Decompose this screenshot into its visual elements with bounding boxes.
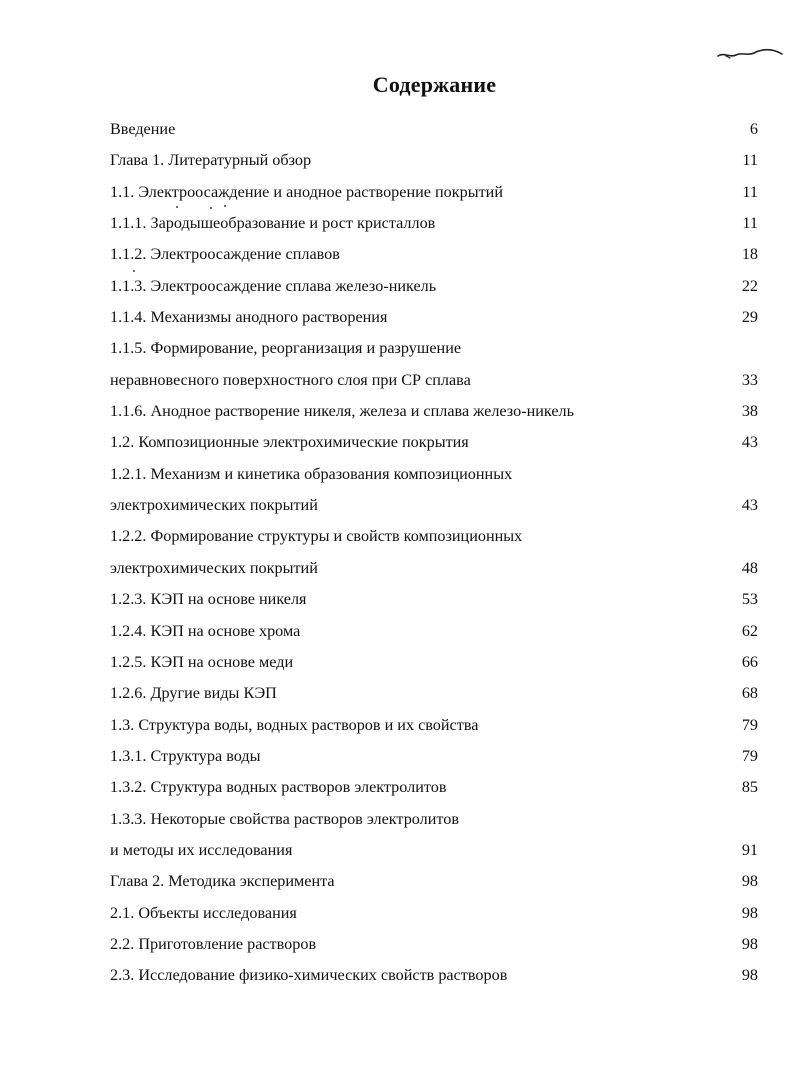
toc-entry-page: 53	[741, 590, 758, 609]
toc-entry[interactable]	[110, 835, 758, 866]
toc-entry-page: 98	[741, 872, 758, 891]
toc-entry[interactable]	[110, 960, 758, 991]
toc-entry[interactable]	[110, 521, 758, 552]
toc-entry[interactable]	[110, 804, 758, 835]
toc-entry-title: 1.3.3. Некоторые свойства растворов электролитов	[110, 809, 460, 828]
toc-entry-title: Глава 2. Методика эксперимента	[110, 872, 335, 891]
toc-entry-page: 11	[742, 151, 758, 170]
page-title: Содержание	[372, 72, 497, 97]
toc-entry-title: 1.2.3. КЭП на основе никеля	[110, 590, 307, 609]
toc-entry[interactable]	[110, 114, 758, 145]
toc-entry-page: 48	[741, 558, 758, 577]
toc-entry-title: Введение	[110, 120, 176, 138]
toc-entry[interactable]	[110, 177, 758, 208]
toc-entry-page: 79	[741, 715, 758, 734]
toc-entry[interactable]	[110, 678, 758, 709]
toc-entry-page: 68	[741, 684, 758, 703]
toc-entry[interactable]	[110, 459, 758, 490]
toc-entry-title: 1.1.3. Электроосаждение сплава железо-никель	[110, 276, 437, 295]
toc-entry-page: 91	[741, 840, 758, 859]
toc-entry-title: 1.1.6. Анодное растворение никеля, железа и сплава железо-никель	[110, 402, 575, 421]
toc-entry-title: 1.1.5. Формирование, реорганизация и разрушение	[110, 339, 462, 358]
table-of-contents	[110, 114, 758, 992]
toc-entry-page: 18	[741, 245, 758, 264]
toc-entry-title: 1.3.2. Структура водных растворов электролитов	[110, 778, 447, 797]
toc-entry[interactable]	[110, 145, 758, 176]
toc-entry[interactable]	[110, 898, 758, 929]
toc-entry-page: 43	[741, 496, 758, 515]
toc-entry[interactable]	[110, 929, 758, 960]
toc-entry-page: 98	[741, 966, 758, 985]
toc-entry[interactable]	[110, 208, 758, 239]
toc-entry-page: 66	[741, 652, 758, 671]
toc-entry[interactable]	[110, 365, 758, 396]
toc-entry-page: 62	[741, 621, 758, 640]
toc-entry[interactable]	[110, 584, 758, 615]
toc-entry-title: 1.2.1. Механизм и кинетика образования композиционных	[110, 464, 513, 483]
toc-entry-title: 1.3. Структура воды, водных растворов и их свойства	[110, 715, 479, 734]
toc-entry-title: 1.2.5. КЭП на основе меди	[110, 652, 294, 671]
toc-entry[interactable]	[110, 396, 758, 427]
toc-entry-title: 2.1. Объекты исследования	[110, 903, 297, 922]
toc-entry[interactable]	[110, 427, 758, 458]
toc-entry-title: 1.1. Электроосаждение и анодное растворение покрытий	[110, 182, 503, 201]
toc-entry-title: 1.2. Композиционные электрохимические покрытия	[110, 433, 469, 452]
toc-entry[interactable]	[110, 553, 758, 584]
toc-entry[interactable]	[110, 239, 758, 270]
toc-entry-title: 1.3.1. Структура воды	[110, 746, 261, 765]
toc-entry-title: электрохимических покрытий	[110, 496, 318, 515]
toc-entry-page: 43	[741, 433, 758, 452]
toc-entry-title: 1.1.1. Зародышеобразование и рост кристаллов	[110, 214, 436, 233]
toc-entry-title: 1.2.4. КЭП на основе хрома	[110, 621, 301, 640]
toc-entry-title: Глава 1. Литературный обзор	[110, 151, 312, 170]
toc-entry[interactable]	[110, 866, 758, 897]
toc-entry-page: 38	[741, 402, 758, 421]
toc-entry[interactable]	[110, 741, 758, 772]
toc-entry-title: 2.3. Исследование физико-химических свойств растворов	[110, 966, 508, 985]
toc-entry[interactable]	[110, 490, 758, 521]
toc-entry-title: неравновесного поверхностного слоя при СР сплава	[110, 370, 471, 389]
toc-entry[interactable]	[110, 772, 758, 803]
toc-entry-title: 1.2.2. Формирование структуры и свойств композиционных	[110, 527, 523, 546]
toc-entry-page: 22	[741, 276, 758, 295]
toc-entry[interactable]	[110, 710, 758, 741]
toc-entry[interactable]	[110, 271, 758, 302]
toc-entry[interactable]	[110, 616, 758, 647]
toc-entry[interactable]	[110, 647, 758, 678]
toc-entry-page: 98	[741, 903, 758, 922]
handwritten-mark-icon	[716, 44, 784, 64]
toc-entry-page: 98	[741, 934, 758, 953]
toc-entry-page: 85	[741, 778, 758, 797]
toc-entry[interactable]	[110, 333, 758, 364]
toc-entry-page: 11	[742, 182, 758, 201]
toc-entry-page: 6	[749, 120, 758, 138]
toc-entry-title: 1.2.6. Другие виды КЭП	[110, 684, 277, 703]
toc-entry-page: 11	[742, 214, 758, 233]
toc-entry-title: 2.2. Приготовление растворов	[110, 934, 317, 953]
toc-entry-title: и методы их исследования	[110, 840, 293, 859]
toc-entry-page: 29	[741, 308, 758, 327]
toc-entry-page: 79	[741, 746, 758, 765]
toc-entry-title: электрохимических покрытий	[110, 558, 318, 577]
toc-entry[interactable]	[110, 302, 758, 333]
toc-entry-page: 33	[741, 370, 758, 389]
toc-entry-title: 1.1.4. Механизмы анодного растворения	[110, 308, 388, 327]
toc-entry-title: 1.1.2. Электроосаждение сплавов	[110, 245, 340, 264]
